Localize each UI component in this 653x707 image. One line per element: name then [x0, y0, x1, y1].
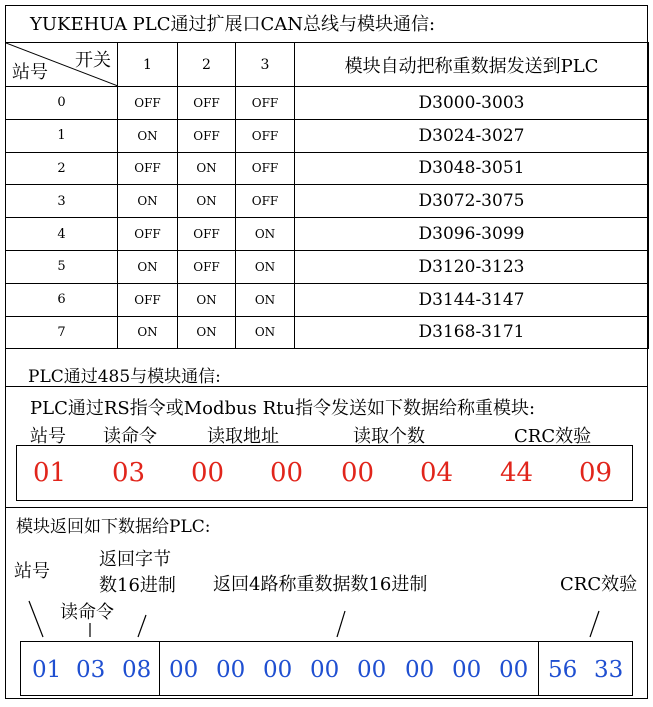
label-station: 站号	[30, 426, 66, 447]
range-cell: D3000-3003	[295, 87, 649, 120]
switch-2-cell: OFF	[178, 250, 236, 283]
label-read-address: 读取地址	[207, 426, 279, 447]
switch-3-cell: OFF	[236, 119, 295, 152]
response-byte-command: 03	[76, 657, 106, 683]
response-data-byte: 00	[499, 657, 529, 683]
switch-2-cell: OFF	[178, 218, 236, 251]
range-cell: D3024-3027	[295, 119, 649, 152]
station-cell: 1	[6, 119, 118, 152]
station-cell: 6	[6, 283, 118, 316]
range-cell: D3096-3099	[295, 218, 649, 251]
response-data-byte: 00	[405, 657, 435, 683]
label-read-count: 读取个数	[353, 426, 425, 447]
label-return-data: 返回4路称重数据数16进制	[213, 574, 428, 595]
request-byte-station: 01	[33, 458, 67, 488]
switch-1-cell: OFF	[118, 152, 178, 185]
request-byte-command: 03	[112, 458, 146, 488]
label-return-byte-line2: 数16进制	[99, 575, 176, 596]
label-response-crc: CRC效验	[560, 574, 638, 595]
switch-1-cell: OFF	[118, 283, 178, 316]
range-cell: D3072-3075	[295, 185, 649, 218]
switch-3-cell: ON	[236, 218, 295, 251]
request-byte-count-hi: 00	[341, 458, 375, 488]
label-response-read-command: 读命令	[60, 602, 114, 623]
response-crc-byte-1: 56	[548, 657, 578, 683]
response-separator-2	[538, 641, 539, 696]
station-cell: 7	[6, 316, 118, 349]
pointer-line-station	[29, 601, 43, 637]
label-response-station: 站号	[14, 561, 50, 582]
request-byte-count-lo: 04	[420, 458, 454, 488]
switch-2-cell: ON	[178, 185, 236, 218]
pointer-line-data	[337, 611, 345, 637]
station-cell: 3	[6, 185, 118, 218]
request-byte-crc-1: 44	[500, 458, 534, 488]
rs485-instruction: PLC通过RS指令或Modbus Rtu指令发送如下数据给称重模块:	[30, 398, 536, 419]
switch-1-cell: ON	[118, 316, 178, 349]
switch-3-cell: OFF	[236, 152, 295, 185]
station-cell: 4	[6, 218, 118, 251]
switch-3-cell: OFF	[236, 87, 295, 120]
range-cell: D3168-3171	[295, 316, 649, 349]
response-data-byte: 00	[169, 657, 199, 683]
station-cell: 0	[6, 87, 118, 120]
switch-1-cell: OFF	[118, 218, 178, 251]
label-read-command: 读命令	[103, 426, 157, 447]
switch-3-cell: ON	[236, 250, 295, 283]
switch-3-cell: OFF	[236, 185, 295, 218]
request-byte-address-hi: 00	[191, 458, 225, 488]
response-byte-count: 08	[122, 657, 152, 683]
header-station-label: 站号	[12, 62, 48, 83]
station-cell: 5	[6, 250, 118, 283]
response-data-byte: 00	[357, 657, 387, 683]
response-separator-1	[159, 641, 160, 696]
switch-1-cell: ON	[118, 185, 178, 218]
response-data-byte: 00	[310, 657, 340, 683]
switch-3-cell: ON	[236, 316, 295, 349]
switch-3-cell: ON	[236, 283, 295, 316]
label-crc: CRC效验	[514, 426, 592, 447]
request-byte-crc-2: 09	[579, 458, 613, 488]
switch-1-cell: ON	[118, 250, 178, 283]
label-return-byte-line1: 返回字节	[99, 549, 171, 570]
range-cell: D3048-3051	[295, 152, 649, 185]
response-data-byte: 00	[216, 657, 246, 683]
response-byte-station: 01	[32, 657, 62, 683]
switch-2-cell: ON	[178, 283, 236, 316]
header-switch-3: 3	[236, 43, 295, 87]
response-crc-byte-2: 33	[594, 657, 624, 683]
switch-2-cell: OFF	[178, 87, 236, 120]
response-data-byte: 00	[452, 657, 482, 683]
header-switch-label: 开关	[75, 50, 111, 71]
pointer-line-byte-count	[138, 615, 146, 637]
response-data-byte: 00	[263, 657, 293, 683]
pointer-line-crc	[590, 611, 599, 637]
header-range: 模块自动把称重数据发送到PLC	[295, 43, 649, 87]
range-cell: D3120-3123	[295, 250, 649, 283]
response-heading: 模块返回如下数据给PLC:	[16, 517, 211, 537]
switch-2-cell: ON	[178, 316, 236, 349]
switch-2-cell: OFF	[178, 119, 236, 152]
rs485-heading: PLC通过485与模块通信:	[28, 367, 221, 387]
switch-1-cell: OFF	[118, 87, 178, 120]
range-cell: D3144-3147	[295, 283, 649, 316]
request-byte-address-lo: 00	[270, 458, 304, 488]
page-title: YUKEHUA PLC通过扩展口CAN总线与模块通信:	[30, 14, 436, 35]
switch-1-cell: ON	[118, 119, 178, 152]
station-cell: 2	[6, 152, 118, 185]
header-switch-1: 1	[118, 43, 178, 87]
header-switch-2: 2	[178, 43, 236, 87]
switch-2-cell: ON	[178, 152, 236, 185]
